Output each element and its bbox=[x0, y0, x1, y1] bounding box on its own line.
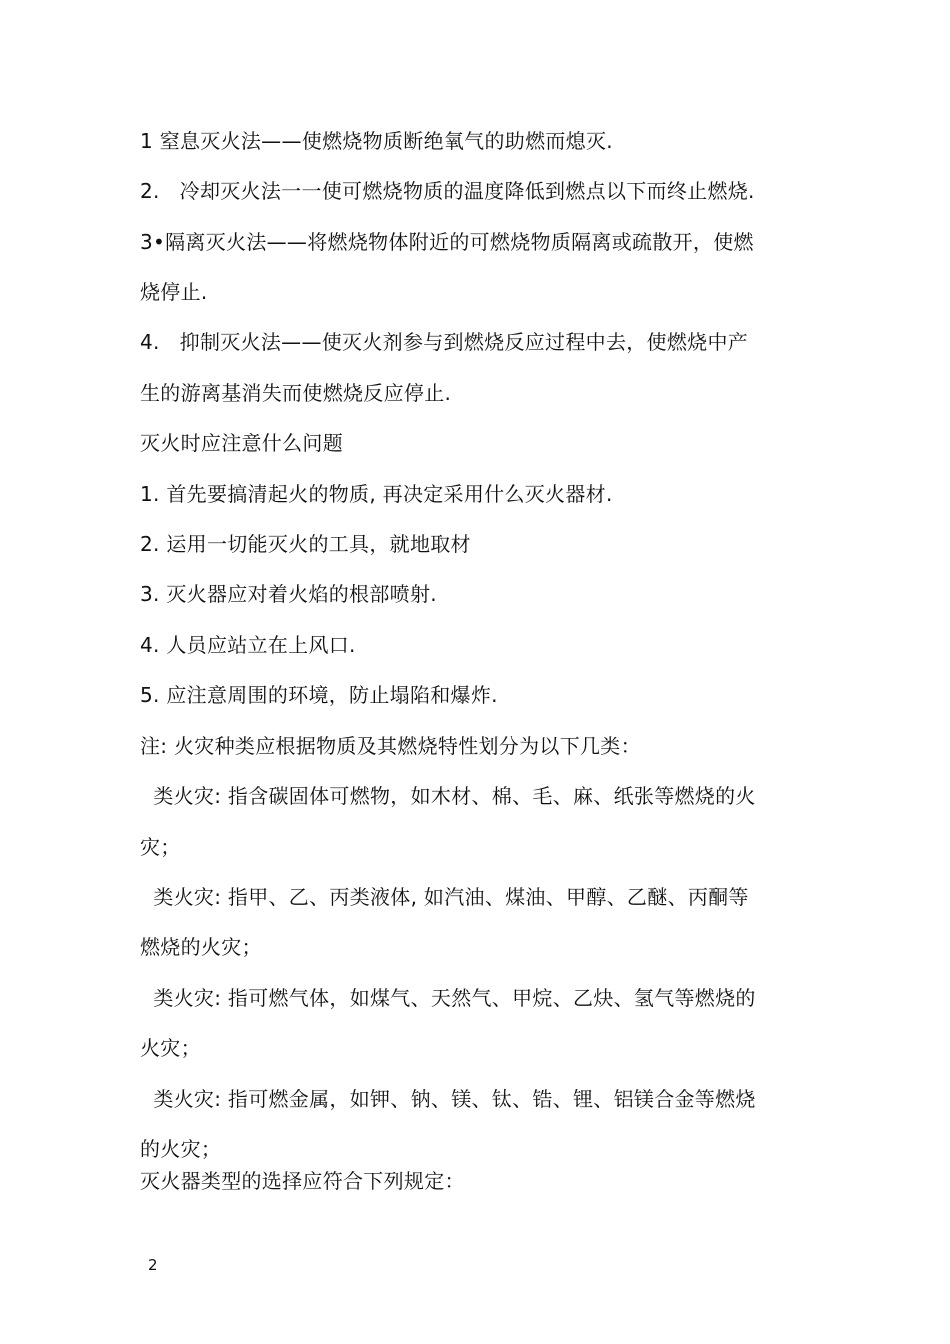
text-line-9: 2. 运用一切能灭火的工具，就地取材 bbox=[140, 532, 471, 556]
text-line-4: 烧停止. bbox=[140, 280, 208, 304]
text-line-19: 火灾； bbox=[140, 1036, 201, 1060]
text-line-17: 燃烧的火灾； bbox=[140, 935, 262, 959]
text-line-2: 2. 冷却灭火法一一使可燃烧物质的温度降低到燃点以下而终止燃烧. bbox=[140, 179, 755, 203]
text-line-21: 的火灾； bbox=[140, 1137, 222, 1161]
text-line-5: 4. 抑制灭火法——使灭火剂参与到燃烧反应过程中去，使燃烧中产 bbox=[140, 330, 749, 354]
text-line-8: 1. 首先要搞清起火的物质, 再决定采用什么灭火器材. bbox=[140, 482, 613, 506]
section-heading: 灭火时应注意什么问题 bbox=[140, 431, 343, 455]
text-line-1: 1 窒息灭火法——使燃烧物质断绝氧气的助燃而熄灭. bbox=[140, 129, 613, 153]
text-line-12: 5. 应注意周围的环境，防止塌陷和爆炸. bbox=[140, 683, 498, 707]
text-line-20: 类火灾: 指可燃金属，如钾、钠、镁、钛、锆、锂、铝镁合金等燃烧 bbox=[140, 1087, 756, 1111]
text-line-10: 3. 灭火器应对着火焰的根部喷射. bbox=[140, 582, 437, 606]
text-line-11: 4. 人员应站立在上风口. bbox=[140, 633, 356, 657]
text-line-22: 灭火器类型的选择应符合下列规定： bbox=[140, 1169, 465, 1193]
text-line-18: 类火灾: 指可燃气体，如煤气、天然气、甲烷、乙炔、氢气等燃烧的 bbox=[140, 986, 756, 1010]
text-line-16: 类火灾: 指甲、乙、丙类液体, 如汽油、煤油、甲醇、乙醚、丙酮等 bbox=[140, 885, 749, 909]
text-line-6: 生的游离基消失而使燃烧反应停止. bbox=[140, 381, 452, 405]
text-line-13: 注: 火灾种类应根据物质及其燃烧特性划分为以下几类： bbox=[140, 734, 641, 758]
text-line-15: 灾； bbox=[140, 835, 181, 859]
text-line-3: 3•隔离灭火法——将燃烧物体附近的可燃烧物质隔离或疏散开，使燃 bbox=[140, 230, 754, 254]
page-number: 2 bbox=[148, 1256, 158, 1274]
text-line-14: 类火灾: 指含碳固体可燃物，如木材、棉、毛、麻、纸张等燃烧的火 bbox=[140, 784, 756, 808]
